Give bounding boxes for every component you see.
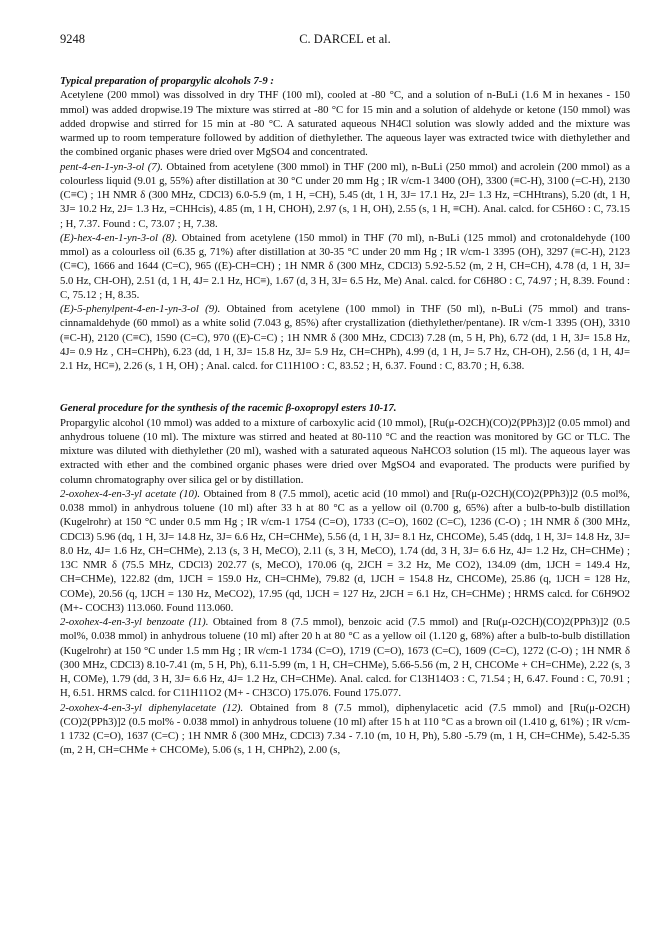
compound-name: pent-4-en-1-yn-3-ol (7). xyxy=(60,160,163,173)
section-heading: General procedure for the synthesis of the racemic β-oxopropyl esters 10-17. xyxy=(60,402,397,415)
procedure-paragraph: Propargylic alcohol (10 mmol) was added to a mixture of carboxylic acid (10 mmol), [Ru(μ-O2CH)(CO)2(PPh3)]2 (0.05 mmol) and anhydrous toluene (10 ml). The mixture was stirred and heated at 80-110 °C and the reaction was monitored by GC or TLC. The mixture was diluted with diethylether (20 ml), washed with a saturated aqueous NaHCO3 solution (15 ml). The aqueous layer was extracted with ether and the combined organic phases were dried over MgSO4 and evaporated. The products were purified by column chromatography over silica gel or by distillation. xyxy=(60,416,630,486)
compound-name: 2-oxohex-4-en-3-yl acetate (10). xyxy=(60,487,201,500)
article-body xyxy=(60,74,630,758)
section-spacer xyxy=(60,373,630,401)
compound-entry xyxy=(60,701,630,758)
compound-entry xyxy=(60,615,630,701)
compound-entry xyxy=(60,160,630,231)
compound-entry xyxy=(60,487,630,615)
page-header xyxy=(60,32,630,50)
compound-name: 2-oxohex-4-en-3-yl benzoate (11). xyxy=(60,616,209,628)
procedure-paragraph: Acetylene (200 mmol) was dissolved in dry THF (100 ml), cooled at -80 °C, and a solution of n-BuLi (1.6 M in hexanes - 150 mmol) was added dropwise.19 The mixture was stirred at -80 °C for 15 min and a solution of aldehyde or ketone (150 mmol) was added dropwise and stirred for 15 min at -80 °C. A saturated aqueous NH4Cl solution was slowly added and the mixture was warmed up to room temperature followed by addition of diethylether. The aqueous layer was extracted twice with diethylether and the combined organic phases were dried over MgSO4 and concentrated. xyxy=(60,89,630,159)
compound-data: Obtained from 8 (7.5 mmol), acetic acid (10 mmol) and [Ru(μ-O2CH)(CO)2(PPh3)]2 (0.5 mol%, 0.038 mmol) in anhydrous toluene (10 ml) after 33 h at 80 °C as a yellow oil (0.700 g, 65%) after a bulb-to-bulb distillation (Kugelrohr) at 150 °C under 0.5 mm Hg ; IR ν/cm-1 1754 (C=O), 1733 (C=O), 1602 (C=C), 1236 (C-O) ; 1H NMR δ (300 MHz, CDCl3) 5.96 (dq, 1 H, 3J= 14.8 Hz, 3J= 6.6 Hz, CH=CHMe), 5.56 (d, 1 H, 3J= 8.1 Hz, CHCOMe), 5.45 (ddq, 1 H, 3J= 14.8 Hz, 3J= 8.0 Hz, 4J= 1.6 Hz, CH=CHMe), 2.13 (s, 3 H, MeCO), 2.11 (s, 3 H, MeCO), 1.74 (dd, 3 H, 3J= 6.6 Hz, 4J= 1.2 Hz, CH=CHMe) ; 13C NMR δ (75.5 MHz, CDCl3) 202.77 (s, MeCO), 170.06 (q, 2JCH = 3.2 Hz, Me CO2), 134.09 (dm, 1JCH = 149.4 Hz, CH=CHMe), 122.82 (dm, 1JCH = 159.0 Hz, CH=CHMe), 79.82 (d, 1JCH = 154.8 Hz, CHCOMe), 25.86 (q, 1JCH = 128 Hz, COMe), 20.56 (q, 1JCH = 130 Hz, MeCO2), 17.95 (qd, 1JCH = 127 Hz, 2JCH = 6.1 Hz, CH=CHMe) ; HRMS calcd. for C6H9O2 (M+- COCH3) 113.060. Found 113.060. xyxy=(60,487,630,614)
compound-data: Obtained from 8 (7.5 mmol), benzoic acid (7.5 mmol) and [Ru(μ-O2CH)(CO)2(PPh3)]2 (0.5 mol%, 0.038 mmol) in anhydrous toluene (10 ml) after 20 h at 80 °C as a yellow oil (1.120 g, 68%) after a bulb-to-bulb distillation (Kugelrohr) at 150 °C under 1.5 mm Hg ; IR ν/cm-1 1734 (C=O), 1719 (C=O), 1673 (C=C), 1609 (C=C), 1272 (C-O) ; 1H NMR δ (300 MHz, CDCl3) 8.10-7.41 (m, 5 H, Ph), 6.11-5.99 (m, 1 H, CH=CHMe), 5.66-5.56 (m, 2 H, CHCOMe + CH=CHMe), 2.22 (s, 3 H, COMe), 1.79 (dd, 3 H, 3J= 6.6 Hz, 4J= 1.2 Hz, CH=CHMe). Anal. calcd. for C13H14O3 : C, 71.54 ; H, 6.47. Found : C, 70.91 ; H, 6.51. HRMS calcd. for C11H11O2 (M+ - CH3CO) 175.076. Found 175.077. xyxy=(60,616,630,700)
running-head: C. DARCEL et al. xyxy=(299,32,391,46)
compound-name: (E)-5-phenylpent-4-en-1-yn-3-ol (9). xyxy=(60,303,221,315)
compound-entry xyxy=(60,302,630,373)
page-number: 9248 xyxy=(60,32,85,46)
compound-name: 2-oxohex-4-en-3-yl diphenylacetate (12). xyxy=(60,701,244,714)
compound-name: (E)-hex-4-en-1-yn-3-ol (8). xyxy=(60,231,178,244)
compound-data: Obtained from acetylene (100 mmol) in THF (50 ml), n-BuLi (75 mmol) and trans-cinnamaldehyde (60 mmol) as a white solid (7.043 g, 85%) after crystallization (diethylether/pentane). IR ν/cm-1 3395 (OH), 3310 (≡C-H), 2120 (C≡C), 1590 (C=C), 970 ((E)-C=C) ; 1H NMR δ (300 MHz, CDCl3) 7.28 (m, 5 H, Ph), 6.72 (dd, 1 H, 3J= 15.8 Hz, 4J= 0.9 Hz , CH=CHPh), 6.23 (dd, 1 H, 3J= 15.8 Hz, 3J= 5.9 Hz, CH=CHPh), 4.99 (d, 1 H, J= 5.7 Hz, CH-OH), 2.56 (d, 1 H, 4J= 2.1 Hz, HC≡), 2.26 (s, 1 H, OH) ; Anal. calcd. for C11H10O : C, 83.52 ; H, 6.37. Found : C, 83.70 ; H, 6.38. xyxy=(60,303,630,372)
compound-data: Obtained from acetylene (300 mmol) in THF (200 ml), n-BuLi (250 mmol) and acrolein (200 mmol) as a colourless liquid (9.01 g, 55%) after distillation at 30 °C under 20 mm Hg ; IR ν/cm-1 3400 (OH), 3300 (≡C-H), 3100 (=C-H), 2130 (C≡C) ; 1H NMR δ (300 MHz, CDCl3) 6.0-5.9 (m, 1 H, =CH), 5.45 (dt, 1 H, 3J= 17.1 Hz, 2J= 1.3 Hz, =CHHtrans), 5.20 (dt, 1 H, 3J= 10.2 Hz, 2J= 1.3 Hz, =CHHcis), 4.85 (m, 1 H, CHOH), 2.97 (s, 1 H, OH), 2.55 (s, 1 H, ≡CH). Anal. calcd. for C5H6O : C, 73.15 ; H, 7.37. Found : C, 73.07 ; H, 7.38. xyxy=(60,160,631,230)
section-heading: Typical preparation of propargylic alcohols 7-9 : xyxy=(60,75,274,87)
compound-entry xyxy=(60,231,630,302)
compound-data: Obtained from acetylene (150 mmol) in THF (70 ml), n-BuLi (125 mmol) and crotonaldehyde (100 mmol) as a colourless oil (6.35 g, 71%) after distillation at 30-35 °C under 20 mm Hg ; IR ν/cm-1 3395 (OH), 3297 (≡C-H), 2123 (C≡C), 1666 and 1644 (C=C), 965 ((E)-CH=CH) ; 1H NMR δ (300 MHz, CDCl3) 5.92-5.52 (m, 2 H, CH=CH), 4.78 (d, 1 H, 3J= 5.0 Hz, CH-OH), 2.51 (d, 1 H, 4J= 2.1 Hz, HC≡), 1.67 (d, 3 H, 3J= 6.5 Hz, Me) Anal. calcd. for C6H8O : C, 74.97 ; H, 8.39. Found : C, 75.12 ; H, 8.35. xyxy=(60,231,630,301)
compound-data: Obtained from 8 (7.5 mmol), diphenylacetic acid (7.5 mmol) and [Ru(μ-O2CH)(CO)2(PPh3)]2 (0.5 mol% - 0.038 mmol) in anhydrous toluene (10 ml) after 15 h at 110 °C as a brown oil (1.410 g, 61%) ; IR ν/cm-1 1732 (C=O), 1637 (C=C) ; 1H NMR δ (300 MHz, CDCl3) 7.34 - 7.10 (m, 10 H, Ph), 5.80 -5.79 (m, 1 H, CH=CHMe), 5.42-5.35 (m, 2 H, CH=CHMe + CHCOMe), 5.06 (s, 1 H, CHPh2), 2.00 (s, xyxy=(60,701,630,757)
